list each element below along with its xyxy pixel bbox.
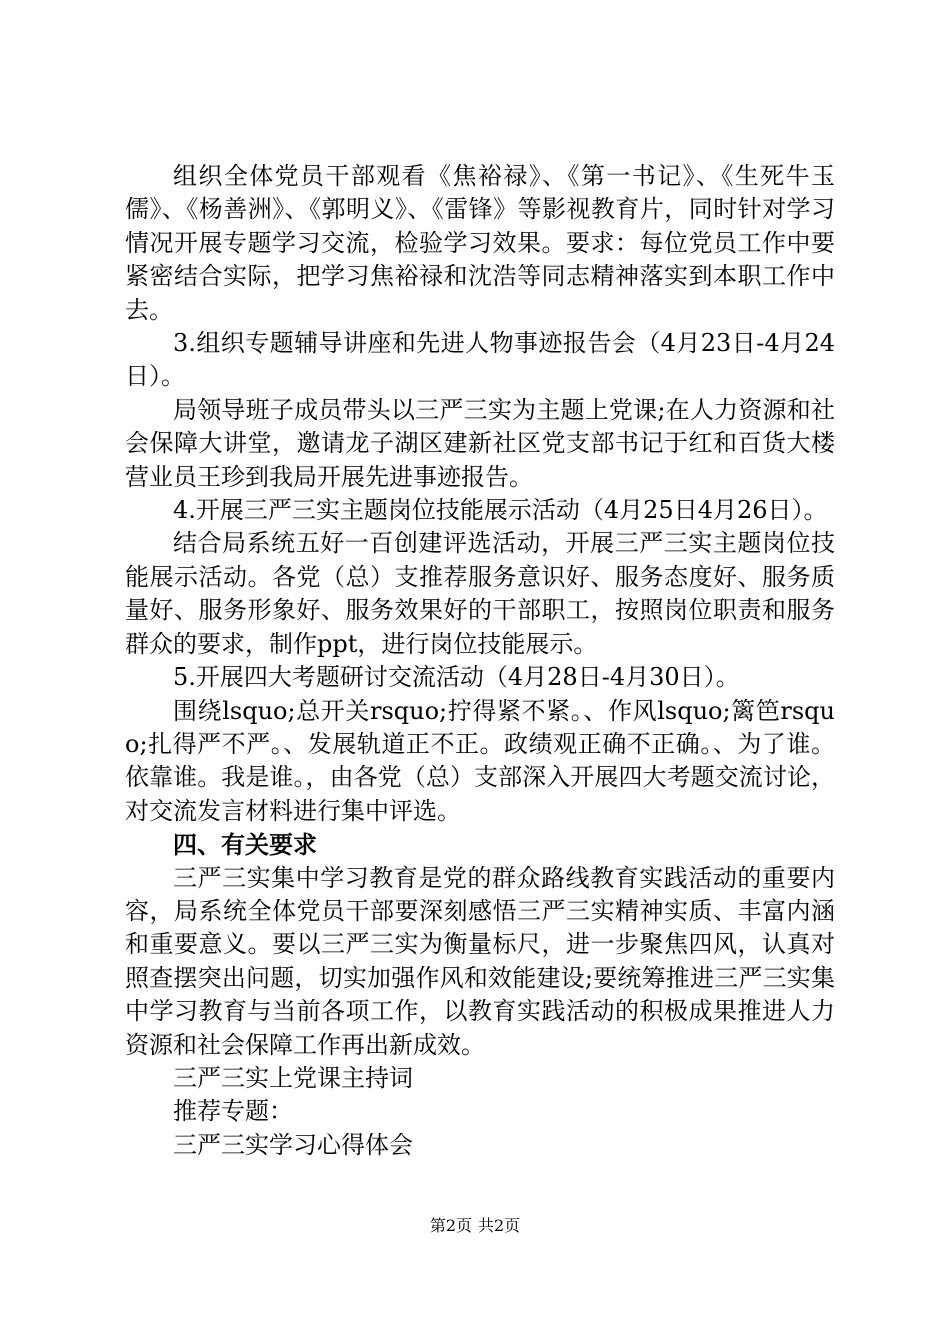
paragraph-film-viewing: 组织全体党员干部观看《焦裕禄》、《第一书记》、《生死牛玉儒》、《杨善洲》、《郭明义》、《雷锋》等影视教育片，同时针对学习情况开展专题学习交流，检验学习效果。要求：每位党员工作中要紧密结合实际，把学习焦裕禄和沈浩等同志精神落实到本职工作中去。: [125, 162, 835, 324]
related-link-host-speech: 三严三实上党课主持词: [173, 1063, 413, 1092]
item-4-heading: 4.开展三严三实主题岗位技能展示活动（4月25日4月26日）。: [173, 496, 828, 525]
recommended-topics-label: 推荐专题：: [173, 1097, 293, 1126]
document-body: [125, 160, 835, 1162]
page-number-current: 第2页: [429, 1216, 472, 1235]
page-number-total: 共2页: [478, 1216, 521, 1235]
paragraph-requirements: 三严三实集中学习教育是党的群众路线教育实践活动的重要内容，局系统全体党员干部要深刻感悟三严三实精神实质、丰富内涵和重要意义。要以三严三实为衡量标尺，进一步聚焦四风，认真对照查摆突出问题，切实加强作风和效能建设;要统筹推进三严三实集中学习教育与当前各项工作，以教育实践活动的积极成果推进人力资源和社会保障工作再出新成效。: [125, 863, 835, 1059]
paragraph-skills-showcase: 结合局系统五好一百创建评选活动，开展三严三实主题岗位技能展示活动。各党（总）支推荐服务意识好、服务态度好、服务质量好、服务形象好、服务效果好的干部职工，按照岗位职责和服务群众的要求，制作ppt，进行岗位技能展示。: [125, 529, 835, 658]
item-3-heading: 3.组织专题辅导讲座和先进人物事迹报告会（4月23日-4月24日）。: [125, 329, 835, 391]
item-5-heading: 5.开展四大考题研讨交流活动（4月28日-4月30日）。: [173, 663, 740, 692]
paragraph-party-lecture: 局领导班子成员带头以三严三实为主题上党课;在人力资源和社会保障大讲堂，邀请龙子湖区建新社区党支部书记于红和百货大楼营业员王珍到我局开展先进事迹报告。: [125, 395, 835, 491]
page-footer: [0, 1216, 950, 1236]
related-link-study-experience: 三严三实学习心得体会: [173, 1130, 413, 1159]
section-4-heading: 四、有关要求: [173, 830, 317, 860]
paragraph-four-questions: 围绕lsquo;总开关rsquo;拧得紧不紧。、作风lsquo;篱笆rsquo;扎得严不严。、发展轨道正不正。政绩观正确不正确。、为了谁。依靠谁。我是谁。，由各党（总）支部深入开展四大考题交流讨论，对交流发言材料进行集中评选。: [125, 696, 835, 825]
